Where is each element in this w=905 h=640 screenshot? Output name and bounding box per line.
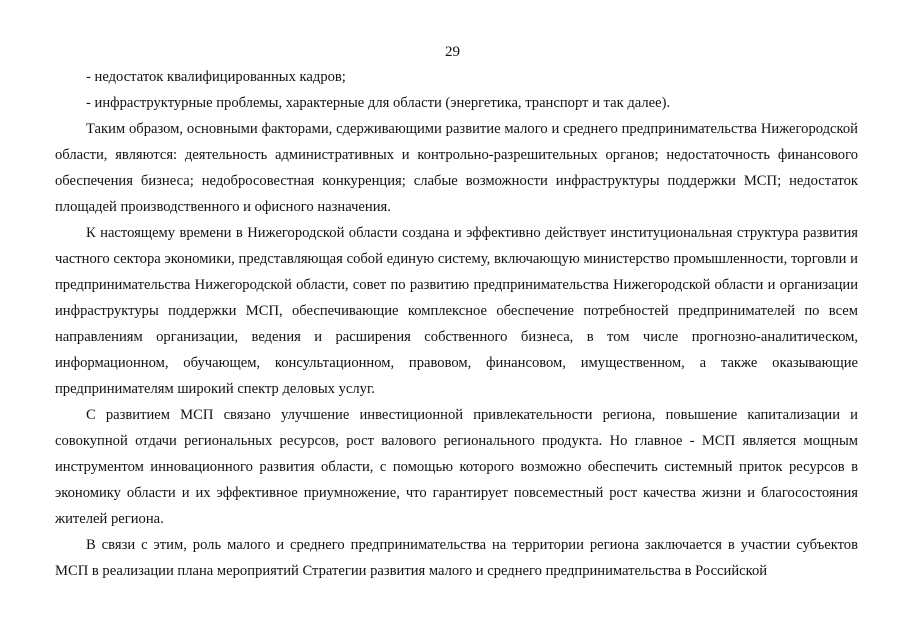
- bullet-item: - инфраструктурные проблемы, характерные для области (энергетика, транспорт и так далее).: [86, 95, 671, 111]
- page-number: 29: [445, 44, 460, 60]
- paragraph: К настоящему времени в Нижегородской области создана и эффективно действует институциональная структура развития частного сектора экономики, представляющая собой единую систему, включающую министерство промышленности, торговли и предпринимательства Нижегородской области, совет по развитию предпринимательства Нижегородской области и организации инфраструктуры поддержки МСП, обеспечивающие комплексное обеспечение потребностей предпринимателей по всем направлениям организации, ведения и расширения собственного бизнеса, в том числе прогнозно-аналитическом, информационном, обучающем, консультационном, правовом, финансовом, имущественном, а также оказывающие предпринимателям широкий спектр деловых услуг.: [55, 225, 858, 397]
- paragraph: Таким образом, основными факторами, сдерживающими развитие малого и среднего предпринимательства Нижегородской области, являются: деятельность административных и контрольно-разрешительных органов; недостаточность финансового обеспечения бизнеса; недобросовестная конкуренция; слабые возможности инфраструктуры поддержки МСП; недостаток площадей производственного и офисного назначения.: [55, 121, 858, 215]
- bullet-item: - недостаток квалифицированных кадров;: [86, 69, 346, 85]
- document-body: [55, 64, 858, 584]
- paragraph: С развитием МСП связано улучшение инвестиционной привлекательности региона, повышение капитализации и совокупной отдачи региональных ресурсов, рост валового регионального продукта. Но главное - МСП является мощным инструментом инновационного развития области, с помощью которого возможно обеспечить системный приток ресурсов в экономику области и их эффективное приумножение, что гарантирует повсеместный рост качества жизни и благосостояния жителей региона.: [55, 407, 858, 527]
- paragraph: В связи с этим, роль малого и среднего предпринимательства на территории региона заключается в участии субъектов МСП в реализации плана мероприятий Стратегии развития малого и среднего предпринимательства в Российской: [55, 537, 858, 579]
